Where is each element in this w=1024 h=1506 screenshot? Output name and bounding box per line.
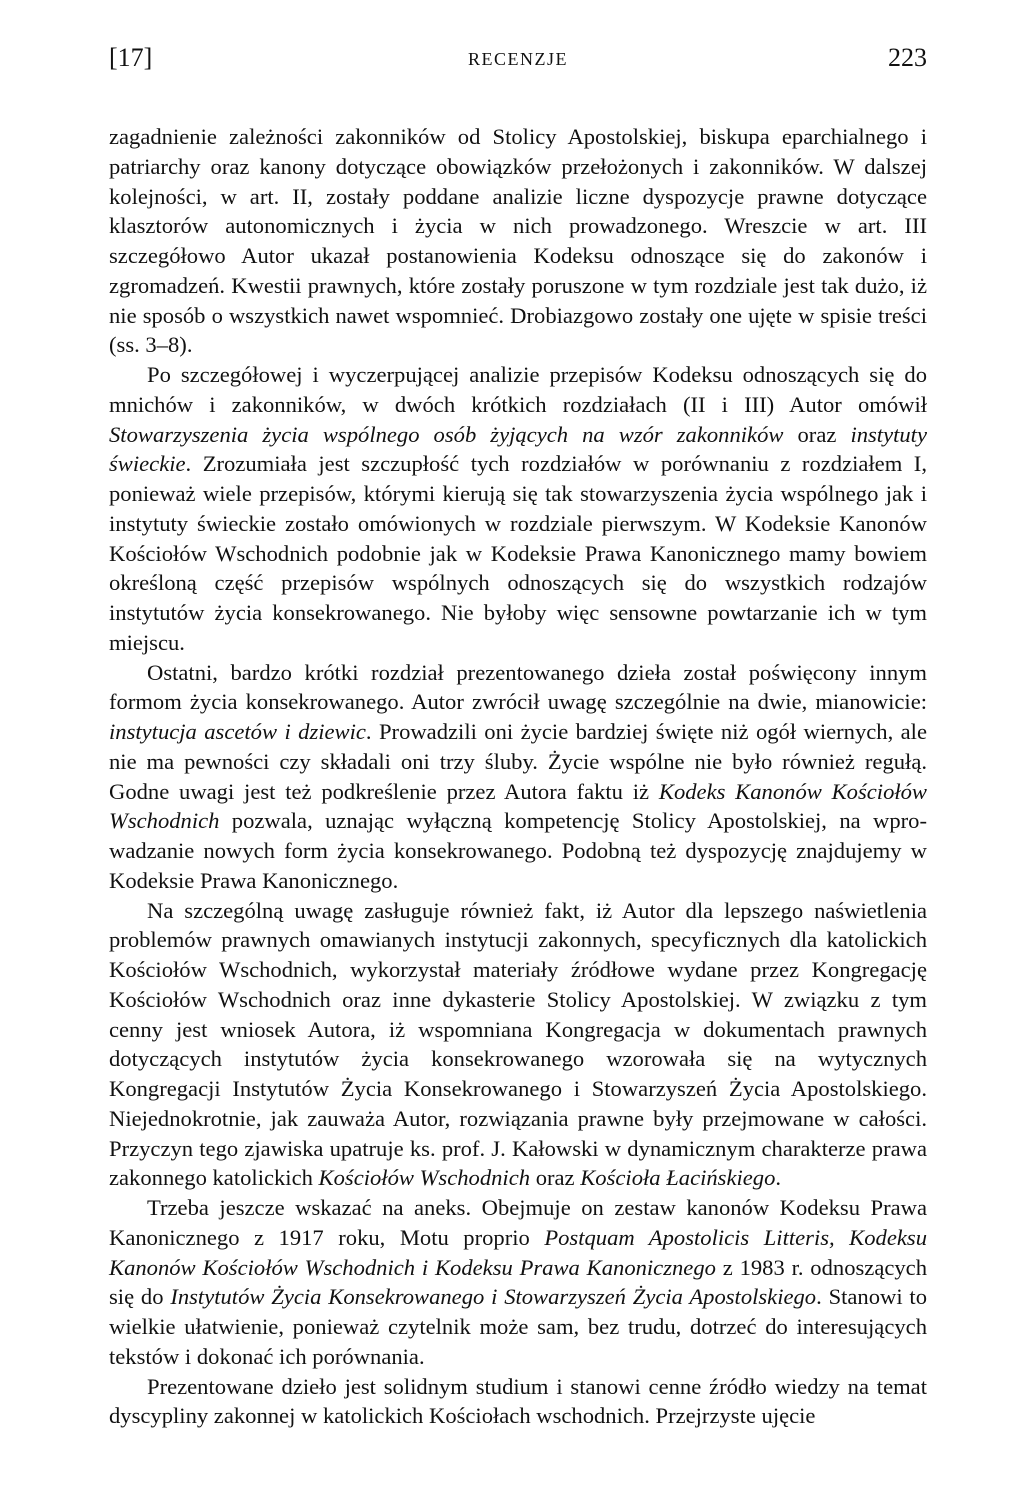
text-run: . Prowadzili oni życie bardziej święte niż ogół wiernych, ale nie ma pewności czy składali oni trzy śluby. Życie wspólne nie było również regułą. Godne uwagi jest też podkreślenie przez Autora faktu iż	[109, 719, 927, 804]
text-run: oraz	[530, 1165, 581, 1191]
text-run: . Zrozumiała jest szczupłość tych rozdziałów w porównaniu z rozdziałem I, ponieważ wiele przepisów, którymi kierują się tak stowarzyszenia życia wspólnego jak i instytuty świeckie zostało omówionych w rozdziale pierwszym. W Kodeksie Kanonów Kościołów Wschodnich podobnie jak w Kodeksie Prawa Kanonicznego mamy bowiem określoną część przepisów wspólnych odnoszących się do wszystkich rodzajów instytutów życia konsekrowanego. Nie byłoby więc sensowne powtarzanie ich w tym miejscu.	[109, 451, 927, 655]
italic-text: Instytutów Życia Konsekrowanego i Stowarzyszeń Życia Apostolskiego	[170, 1284, 817, 1310]
paragraph	[109, 122, 927, 360]
italic-text: instytucja ascetów i dziewic	[109, 719, 366, 744]
paragraph	[109, 896, 927, 1194]
text-run: Ostatni, bardzo krótki rozdział prezentowanego dzieła został poświęcony innym formom życia konsekrowanego. Autor zwrócił uwagę szczególnie na dwie, mianowicie:	[109, 659, 927, 715]
text-run: zagadnienie zależności zakonników od Stolicy Apostolskiej, biskupa eparchialnego i patriarchy oraz kanony dotyczące obowiązków przełożonych i zakonników. W dalszej kolejności, w art. II, zostały poddane analizie liczne dyspozycje prawne dotyczące klasztorów autonomicznych i życia w nich prowadzonego. Wreszcie w art. III szczegółowo Autor ukazał postanowienia Kodeksu odnoszące się do zakonów i zgromadzeń. Kwestii prawnych, które zostały poruszone w tym rozdziale jest tak dużo, iż nie sposób o wszystkich nawet wspomnieć. Drobiazgowo zostały one ujęte w spisie treści (ss. 3–8).	[109, 124, 927, 358]
paragraph	[109, 360, 927, 658]
paragraph	[109, 1372, 927, 1432]
italic-text: Kościołów Wschodnich	[318, 1165, 531, 1191]
running-head	[109, 40, 927, 80]
paragraph	[109, 658, 927, 896]
text-run: pozwala, uznając wyłączną kompetencję Stolicy Apostolskiej, na wprowadzanie nowych form życia konsekrowanego. Podobną też dyspozycję znajdujemy w Kodeksie Prawa Kanonicznego.	[109, 808, 927, 893]
text-run: Na szczególną uwagę zasługuje również fakt, iż Autor dla lepszego naświetlenia problemów prawnych omawianych instytucji zakonnych, specyficznych dla katolickich Kościołów Wschodnich, wykorzystał materiały źródłowe wydane przez Kongregację Kościołów Wschodnich oraz inne dykasterie Stolicy Apostolskiej. W związku z tym cenny jest wniosek Autora, iż wspomniana Kongregacja w dokumentach prawnych dotyczących instytutów życia konsekrowanego wzorowała się na wytycznych Kongregacji Instytutów Życia Konsekrowanego i Stowarzyszeń Życia Apostolskiego. Niejednokrotnie, jak zauważa Autor, rozwiązania prawne były przejmowane w całości. Przyczyn tego zjawiska upatruje ks. prof. J. Kałowski w dynamicznym charakterze prawa zakonnego katolickich	[109, 897, 927, 1191]
text-run: .	[775, 1165, 782, 1191]
italic-text: Kodeks Kanonów Kościołów Wschodnich	[109, 778, 928, 834]
text-run: . Stanowi to wielkie ułatwienie, ponieważ czytelnik może sam, bez trudu, dotrzeć do interesujących tekstów i dokonać ich porównania.	[109, 1284, 927, 1369]
text-run: z 1983 r. odnoszących się do	[109, 1254, 927, 1310]
document-page	[109, 40, 927, 1431]
italic-text: Postquam Apostolicis Litteris, Kodeksu Kanonów Kościołów Wschodnich i Kodeksu Prawa Kanonicznego	[109, 1224, 927, 1280]
paragraph	[109, 1193, 927, 1372]
text-run: Po szczegółowej i wyczerpującej analizie przepisów Kodeksu odnoszących się do mnichów i zakonników, w dwóch krótkich rozdziałach (II i III) Autor omówił	[109, 362, 927, 417]
section-title: RECENZJE	[468, 49, 568, 69]
page-marker: [17]	[109, 43, 153, 72]
page-number: 223	[888, 43, 927, 72]
text-run: Prezentowane dzieło jest solidnym studium i stanowi cenne źródło wiedzy na temat dyscypliny zakonnej w katolickich Kościołach wschodnich. Przejrzyste ujęcie	[109, 1373, 927, 1429]
italic-text: instytuty świeckie	[109, 421, 927, 477]
text-run: oraz	[783, 421, 851, 447]
body-text	[109, 122, 927, 1431]
italic-text: Kościoła Łacińskiego	[580, 1165, 776, 1191]
italic-text: Stowarzyszenia życia wspólnego osób żyjących na wzór zakonników	[109, 421, 784, 447]
text-run: Trzeba jeszcze wskazać na aneks. Obejmuje on zestaw kanonów Kodeksu Prawa Kanonicznego z 1917 roku, Motu proprio	[109, 1195, 927, 1250]
